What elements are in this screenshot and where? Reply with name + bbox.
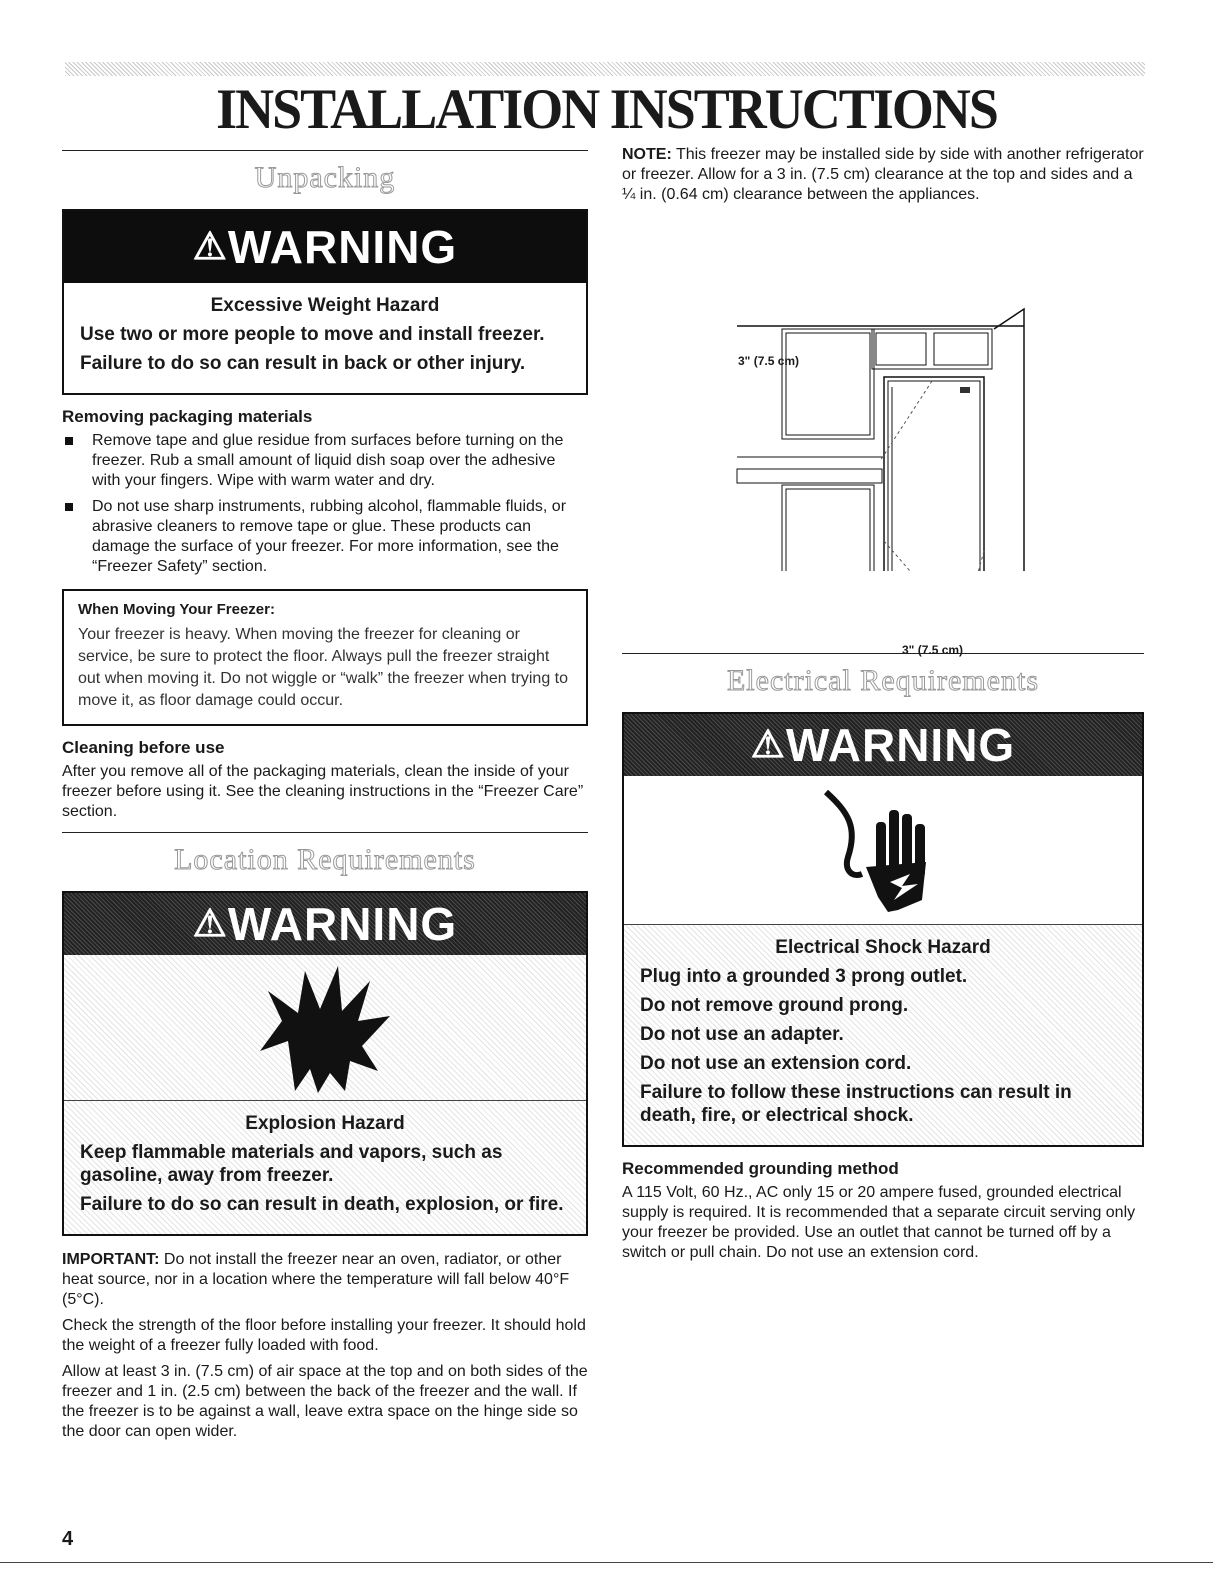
warning-triangle-icon: ⚠	[192, 903, 228, 945]
top-clearance-label: 3" (7.5 cm)	[902, 643, 964, 657]
clearance-diagram	[622, 211, 1144, 657]
shock-icon-area	[624, 776, 1142, 925]
removing-packaging-list	[62, 431, 588, 577]
hazard-title: Excessive Weight Hazard	[210, 295, 440, 316]
grounding-heading: Recommended grounding method	[622, 1159, 899, 1178]
floor-strength-paragraph: Check the strength of the floor before installing your freezer. It should hold the weight of a freezer fully loaded with food.	[62, 1317, 586, 1354]
location-heading: Location Requirements	[174, 843, 476, 876]
electrical-warning-box	[622, 712, 1144, 1147]
warning-consequence: Failure to do so can result in back or other injury.	[80, 353, 526, 374]
unpacking-heading: Unpacking	[254, 161, 396, 194]
cabinet-freezer-illustration	[622, 211, 1144, 571]
warning-content	[64, 283, 586, 393]
warning-banner	[64, 893, 586, 955]
side-clearance-label: 3" (7.5 cm)	[738, 354, 800, 368]
warning-consequence: Failure to do so can result in death, explosion, or fire.	[80, 1194, 564, 1215]
warning-signal-word: WARNING	[785, 719, 1016, 771]
list-item: Remove tape and glue residue from surfaces before turning on the freezer. Rub a small amount of liquid dish soap over the adhesive with your fingers. Wipe with warm water and dry.	[62, 431, 588, 491]
important-paragraph	[62, 1250, 588, 1310]
explosion-warning-box	[62, 891, 588, 1236]
section-rule	[62, 150, 588, 151]
page-title: INSTALLATION INSTRUCTIONS	[216, 77, 997, 141]
cleaning-text: After you remove all of the packaging materials, clean the inside of your freezer before using it. See the cleaning instructions in the “Freezer Care” section.	[62, 763, 584, 820]
cleaning-heading: Cleaning before use	[62, 738, 225, 757]
electrical-heading: Electrical Requirements	[726, 664, 1040, 697]
header-pattern-band	[65, 62, 1145, 76]
warning-banner	[64, 211, 586, 283]
warning-instruction: Keep flammable materials and vapors, such as gasoline, away from freezer.	[80, 1142, 503, 1186]
explosion-icon-area	[64, 955, 586, 1101]
left-column	[62, 150, 588, 1448]
warning-line: Do not remove ground prong.	[640, 995, 909, 1016]
callout-title: When Moving Your Freezer:	[78, 601, 275, 618]
right-column	[622, 145, 1144, 1269]
warning-triangle-icon: ⚠	[192, 226, 228, 268]
warning-banner	[624, 714, 1142, 776]
hazard-title: Explosion Hazard	[245, 1113, 405, 1134]
electric-shock-icon	[818, 782, 948, 917]
moving-freezer-callout	[62, 589, 588, 726]
warning-triangle-icon: ⚠	[750, 724, 786, 766]
warning-instruction: Use two or more people to move and install freezer.	[80, 324, 545, 345]
warning-line: Do not use an adapter.	[640, 1024, 844, 1045]
note-label: NOTE:	[622, 146, 672, 163]
air-space-paragraph: Allow at least 3 in. (7.5 cm) of air space at the top and on both sides of the freezer and 1 in. (2.5 cm) between the back of the freezer and the wall. If the freezer is to be against a wall, leave extra space on the hinge side so the door can open wider.	[62, 1363, 588, 1440]
section-rule	[62, 832, 588, 833]
hazard-title: Electrical Shock Hazard	[775, 937, 991, 958]
weight-warning-box	[62, 209, 588, 395]
removing-packaging-heading: Removing packaging materials	[62, 407, 313, 426]
callout-text: Your freezer is heavy. When moving the freezer for cleaning or service, be sure to protect the floor. Always pull the freezer straight out when moving it. Do not wiggle or “walk” the freezer when trying to move it, as floor damage could occur.	[78, 626, 569, 709]
warning-content	[64, 1101, 586, 1234]
footer-rule	[0, 1562, 1213, 1563]
warning-line: Do not use an extension cord.	[640, 1053, 912, 1074]
important-label: IMPORTANT:	[62, 1251, 160, 1268]
grounding-text: A 115 Volt, 60 Hz., AC only 15 or 20 ampere fused, grounded electrical supply is required. It is recommended that a separate circuit serving only your freezer be provided. Use an outlet that cannot be turned off by a switch or pull chain. Do not use an extension cord.	[622, 1184, 1136, 1261]
warning-signal-word: WARNING	[227, 898, 458, 950]
note-paragraph	[622, 145, 1144, 205]
warning-line: Plug into a grounded 3 prong outlet.	[640, 966, 968, 987]
explosion-icon	[250, 961, 400, 1096]
warning-signal-word: WARNING	[227, 221, 458, 273]
page-number: 4	[62, 1528, 74, 1550]
warning-content	[624, 925, 1142, 1145]
list-item: Do not use sharp instruments, rubbing alcohol, flammable fluids, or abrasive cleaners to remove tape or glue. These products can damage the surface of your freezer. For more information, see the “Freezer Safety” section.	[62, 497, 588, 577]
section-rule	[622, 653, 1144, 654]
important-text: Do not install the freezer near an oven, radiator, or other heat source, nor in a location where the temperature will fall below 40°F (5°C).	[62, 1251, 570, 1308]
warning-line: Failure to follow these instructions can result in death, fire, or electrical shock.	[640, 1082, 1072, 1126]
note-text: This freezer may be installed side by side with another refrigerator or freezer. Allow for a 3 in. (7.5 cm) clearance at the top and sides and a ¼ in. (0.64 cm) clearance between the appliances.	[622, 146, 1144, 203]
